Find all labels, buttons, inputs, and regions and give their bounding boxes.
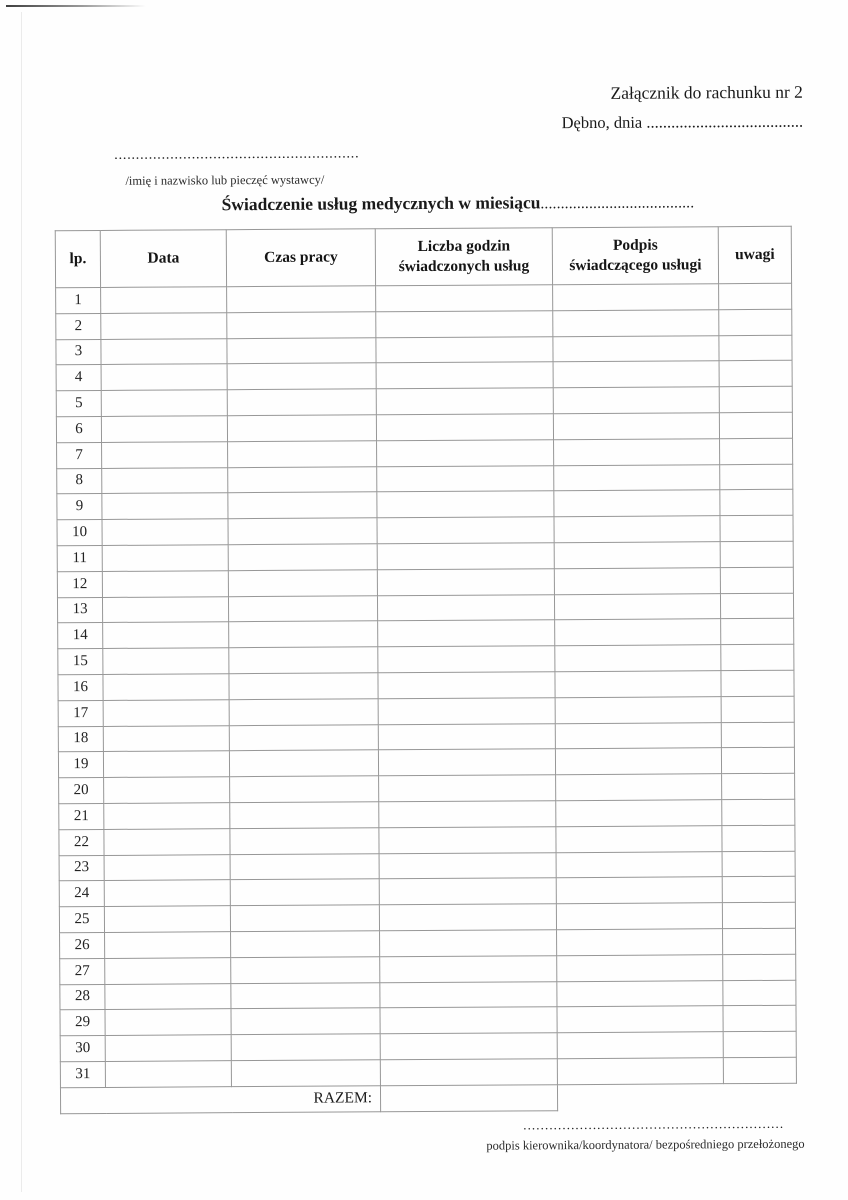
empty-data-cell	[103, 725, 229, 752]
column-header-liczba-godzin: Liczba godzin świadczonych usług	[375, 228, 552, 286]
empty-data-cell	[376, 414, 553, 441]
empty-data-cell	[377, 465, 554, 492]
empty-data-cell	[104, 906, 230, 933]
services-table	[55, 226, 797, 1114]
empty-data-cell	[723, 1006, 796, 1032]
empty-data-cell	[103, 699, 229, 726]
empty-data-cell	[228, 544, 377, 571]
empty-data-cell	[556, 825, 722, 852]
empty-data-cell	[102, 545, 228, 572]
empty-data-cell	[720, 490, 793, 516]
row-number-cell: 10	[57, 520, 102, 546]
row-number-cell: 12	[57, 571, 102, 597]
column-header-lp: lp.	[55, 230, 100, 287]
empty-data-cell	[105, 983, 231, 1010]
empty-data-cell	[231, 1034, 380, 1061]
empty-data-cell	[105, 957, 231, 984]
supervisor-signature-line: ............................................................	[523, 1115, 785, 1133]
empty-data-cell	[379, 852, 556, 879]
row-number-cell: 17	[58, 700, 103, 726]
empty-data-cell	[555, 671, 721, 698]
row-number-cell: 19	[58, 752, 103, 778]
empty-data-cell	[105, 1009, 231, 1036]
empty-data-cell	[557, 929, 723, 956]
empty-data-cell	[722, 851, 795, 877]
row-number-cell: 16	[58, 674, 103, 700]
empty-data-cell	[379, 775, 556, 802]
column-header-uwagi: uwagi	[718, 226, 791, 283]
table-header-row	[55, 226, 791, 287]
empty-data-cell	[229, 647, 378, 674]
empty-data-cell	[555, 722, 721, 749]
document-title	[222, 191, 695, 215]
empty-data-cell	[229, 724, 378, 751]
empty-data-cell	[554, 464, 720, 491]
empty-data-cell	[228, 492, 377, 519]
empty-data-cell	[722, 877, 795, 903]
empty-data-cell	[719, 386, 792, 412]
empty-data-cell	[723, 954, 796, 980]
empty-data-cell	[723, 980, 796, 1006]
empty-data-cell	[556, 903, 722, 930]
empty-data-cell	[557, 1058, 723, 1085]
row-number-cell: 24	[59, 881, 104, 907]
empty-data-cell	[554, 542, 720, 569]
empty-data-cell	[376, 362, 553, 389]
column-header-czas-pracy: Czas pracy	[226, 229, 375, 287]
total-row	[60, 1083, 796, 1113]
empty-data-cell	[380, 955, 557, 982]
empty-data-cell	[380, 1033, 557, 1060]
empty-data-cell	[103, 674, 229, 701]
empty-data-cell	[227, 286, 376, 313]
total-row-empty-area	[557, 1083, 796, 1110]
row-number-cell: 23	[59, 855, 104, 881]
empty-data-cell	[720, 464, 793, 490]
empty-data-cell	[231, 1060, 380, 1087]
row-number-cell: 8	[57, 468, 102, 494]
row-number-cell: 21	[59, 803, 104, 829]
empty-data-cell	[557, 1006, 723, 1033]
empty-data-cell	[721, 696, 794, 722]
empty-data-cell	[553, 361, 719, 388]
empty-data-cell	[376, 336, 553, 363]
empty-data-cell	[102, 570, 228, 597]
empty-data-cell	[554, 593, 720, 620]
empty-data-cell	[227, 363, 376, 390]
empty-data-cell	[101, 364, 227, 391]
empty-data-cell	[228, 441, 377, 468]
empty-data-cell	[557, 1032, 723, 1059]
empty-data-cell	[380, 930, 557, 957]
empty-data-cell	[230, 776, 379, 803]
empty-data-cell	[105, 1061, 231, 1088]
row-number-cell: 15	[58, 649, 103, 675]
empty-data-cell	[719, 309, 792, 335]
empty-data-cell	[378, 749, 555, 776]
empty-data-cell	[101, 390, 227, 417]
empty-data-cell	[378, 723, 555, 750]
empty-data-cell	[720, 515, 793, 541]
issuer-signature-line: .........................................................	[114, 146, 360, 163]
empty-data-cell	[104, 880, 230, 907]
empty-data-cell	[556, 800, 722, 827]
empty-data-cell	[380, 981, 557, 1008]
empty-data-cell	[102, 493, 228, 520]
empty-data-cell	[554, 516, 720, 543]
empty-data-cell	[555, 748, 721, 775]
empty-data-cell	[722, 825, 795, 851]
empty-data-cell	[722, 773, 795, 799]
empty-data-cell	[229, 673, 378, 700]
issuer-label: /imię i nazwisko lub pieczęć wystawcy/	[125, 172, 325, 188]
empty-data-cell	[101, 287, 227, 314]
row-number-cell: 4	[56, 365, 101, 391]
empty-data-cell	[230, 905, 379, 932]
empty-data-cell	[103, 648, 229, 675]
empty-data-cell	[721, 644, 794, 670]
empty-data-cell	[721, 670, 794, 696]
row-number-cell: 9	[57, 494, 102, 520]
row-number-cell: 20	[59, 778, 104, 804]
row-number-cell: 3	[56, 339, 101, 365]
empty-data-cell	[555, 696, 721, 723]
empty-data-cell	[554, 438, 720, 465]
empty-data-cell	[376, 388, 553, 415]
empty-data-cell	[554, 567, 720, 594]
empty-data-cell	[103, 622, 229, 649]
empty-data-cell	[229, 750, 378, 777]
document-title-text: Świadczenie usług medycznych w miesiącu	[221, 192, 541, 215]
empty-data-cell	[556, 877, 722, 904]
empty-data-cell	[379, 826, 556, 853]
row-number-cell: 29	[60, 1010, 105, 1036]
empty-data-cell	[103, 751, 229, 778]
empty-data-cell	[380, 1007, 557, 1034]
empty-data-cell	[555, 645, 721, 672]
empty-data-cell	[228, 466, 377, 493]
empty-data-cell	[380, 1059, 557, 1086]
empty-data-cell	[230, 853, 379, 880]
empty-data-cell	[720, 593, 793, 619]
empty-data-cell	[230, 828, 379, 855]
empty-data-cell	[229, 699, 378, 726]
empty-data-cell	[231, 956, 380, 983]
total-label: RAZEM:	[60, 1085, 380, 1113]
empty-data-cell	[377, 439, 554, 466]
empty-data-cell	[102, 519, 228, 546]
row-number-cell: 14	[58, 623, 103, 649]
empty-data-cell	[719, 361, 792, 387]
empty-data-cell	[553, 413, 719, 440]
empty-data-cell	[553, 387, 719, 414]
empty-data-cell	[231, 1008, 380, 1035]
table-body	[56, 283, 797, 1087]
empty-data-cell	[227, 389, 376, 416]
total-value-cell	[380, 1084, 557, 1111]
empty-data-cell	[376, 311, 553, 338]
row-number-cell: 5	[56, 391, 101, 417]
empty-data-cell	[102, 596, 228, 623]
row-number-cell: 13	[57, 597, 102, 623]
empty-data-cell	[104, 803, 230, 830]
row-number-cell: 18	[58, 726, 103, 752]
empty-data-cell	[105, 1035, 231, 1062]
empty-data-cell	[721, 748, 794, 774]
empty-data-cell	[378, 620, 555, 647]
empty-data-cell	[719, 335, 792, 361]
empty-data-cell	[377, 543, 554, 570]
empty-data-cell	[723, 1057, 796, 1083]
empty-data-cell	[229, 621, 378, 648]
empty-data-cell	[104, 777, 230, 804]
empty-data-cell	[101, 416, 227, 443]
empty-data-cell	[102, 467, 228, 494]
empty-data-cell	[105, 932, 231, 959]
supervisor-signature-label: podpis kierownika/koordynatora/ bezpośredniego przełożonego	[486, 1136, 805, 1153]
column-header-podpis: Podpis świadczącego usługi	[552, 227, 718, 285]
empty-data-cell	[723, 928, 796, 954]
empty-data-cell	[553, 309, 719, 336]
empty-data-cell	[228, 570, 377, 597]
empty-data-cell	[377, 568, 554, 595]
row-number-cell: 22	[59, 829, 104, 855]
empty-data-cell	[556, 774, 722, 801]
empty-data-cell	[101, 338, 227, 365]
column-header-data: Data	[100, 230, 226, 288]
empty-data-cell	[722, 799, 795, 825]
empty-data-cell	[720, 541, 793, 567]
empty-data-cell	[721, 619, 794, 645]
empty-data-cell	[719, 283, 792, 309]
empty-data-cell	[554, 490, 720, 517]
empty-data-cell	[227, 312, 376, 339]
empty-data-cell	[376, 285, 553, 312]
empty-data-cell	[231, 931, 380, 958]
row-number-cell: 1	[56, 287, 101, 313]
empty-data-cell	[555, 619, 721, 646]
empty-data-cell	[379, 801, 556, 828]
empty-data-cell	[378, 672, 555, 699]
row-number-cell: 6	[56, 416, 101, 442]
empty-data-cell	[378, 646, 555, 673]
empty-data-cell	[721, 722, 794, 748]
document-title-dots: ......................................	[540, 195, 695, 213]
row-number-cell: 30	[60, 1036, 105, 1062]
row-number-cell: 28	[60, 984, 105, 1010]
row-number-cell: 27	[60, 958, 105, 984]
place-and-date-line: Dębno, dnia ......................................	[561, 111, 804, 133]
table-header	[55, 226, 791, 287]
empty-data-cell	[377, 517, 554, 544]
empty-data-cell	[227, 415, 376, 442]
empty-data-cell	[377, 594, 554, 621]
empty-data-cell	[722, 902, 795, 928]
empty-data-cell	[556, 851, 722, 878]
empty-data-cell	[379, 904, 556, 931]
empty-data-cell	[379, 878, 556, 905]
empty-data-cell	[378, 697, 555, 724]
empty-data-cell	[101, 312, 227, 339]
empty-data-cell	[553, 284, 719, 311]
empty-data-cell	[553, 335, 719, 362]
row-number-cell: 2	[56, 313, 101, 339]
empty-data-cell	[720, 438, 793, 464]
empty-data-cell	[230, 802, 379, 829]
empty-data-cell	[228, 595, 377, 622]
table-footer	[60, 1083, 796, 1113]
row-number-cell: 31	[60, 1061, 105, 1087]
empty-data-cell	[231, 982, 380, 1009]
row-number-cell: 25	[59, 907, 104, 933]
empty-data-cell	[227, 337, 376, 364]
empty-data-cell	[377, 491, 554, 518]
empty-data-cell	[723, 1031, 796, 1057]
empty-data-cell	[557, 980, 723, 1007]
empty-data-cell	[230, 879, 379, 906]
empty-data-cell	[104, 828, 230, 855]
empty-data-cell	[104, 854, 230, 881]
empty-data-cell	[228, 518, 377, 545]
row-number-cell: 11	[57, 545, 102, 571]
empty-data-cell	[557, 954, 723, 981]
empty-data-cell	[102, 441, 228, 468]
row-number-cell: 7	[57, 442, 102, 468]
empty-data-cell	[720, 567, 793, 593]
empty-data-cell	[719, 412, 792, 438]
row-number-cell: 26	[60, 932, 105, 958]
attachment-note: Załącznik do rachunku nr 2	[610, 81, 803, 103]
